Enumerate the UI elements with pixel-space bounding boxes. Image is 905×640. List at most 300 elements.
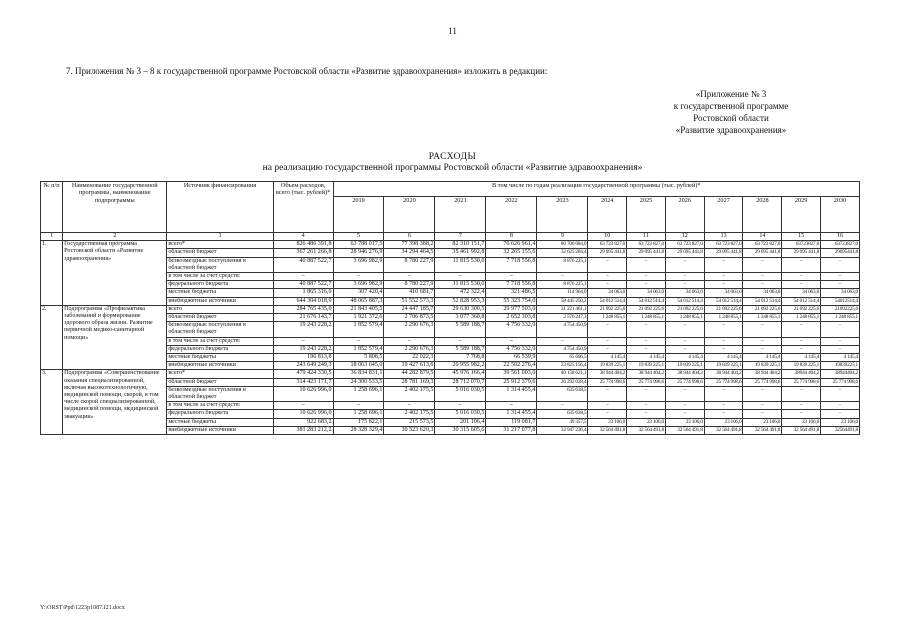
amount-cell: 19 839 225,1 [782, 362, 821, 370]
amount-cell: – [665, 322, 704, 337]
amount-cell: 4 145,4 [588, 354, 627, 362]
amount-cell: – [333, 273, 384, 281]
funding-source: всего* [167, 370, 273, 378]
amount-cell: 3 077 360,8 [435, 314, 486, 322]
amount-cell: 25 774 998,6 [782, 378, 821, 386]
amount-cell: 28 328 329,4 [333, 426, 384, 434]
amount-cell: 307 420,4 [333, 289, 384, 297]
year-header: 2021 [435, 197, 486, 233]
amount-cell: 4 145,4 [821, 354, 860, 362]
amount-cell: 24 300 533,5 [333, 378, 384, 386]
amount-cell: 49 357,5 [537, 418, 588, 426]
amount-cell: 21 092 225,6 [704, 305, 743, 313]
amount-cell: 4 756 332,9 [486, 345, 537, 353]
amount-cell: 34 063,0 [821, 289, 860, 297]
column-number: 5 [333, 233, 384, 241]
year-header: 2024 [588, 197, 627, 233]
amount-cell: – [588, 257, 627, 272]
amount-cell: 54 012 514,4 [743, 297, 782, 305]
amount-cell: 284 765 435,0 [273, 305, 333, 313]
amount-cell: 38 944 404,2 [665, 370, 704, 378]
amount-cell: – [704, 410, 743, 418]
amount-cell: – [627, 281, 666, 289]
header-row [41, 182, 860, 197]
volume-header: Объем расходов, всего (тыс. рублей)* [273, 182, 333, 233]
amount-cell: 201 106,4 [435, 418, 486, 426]
row-number: 2. [41, 305, 63, 370]
amount-cell: 48 065 887,3 [333, 297, 384, 305]
amount-cell: 1 921 372,6 [333, 314, 384, 322]
amount-cell: 39 561 003,0 [486, 370, 537, 378]
amount-cell: 23 106,0 [704, 418, 743, 426]
amount-cell: 4 145,4 [743, 354, 782, 362]
amount-cell: 19 839 225,1 [588, 362, 627, 370]
document-title [0, 152, 905, 174]
amount-cell: 5 589 188,7 [435, 345, 486, 353]
amount-cell: – [588, 273, 627, 281]
amount-cell: 29 095 441,8 [627, 249, 666, 257]
amount-cell: 23 106,0 [782, 418, 821, 426]
amount-cell: – [665, 402, 704, 410]
amount-cell: – [782, 273, 821, 281]
funding-source: внебюджетные источники [167, 426, 273, 434]
title-main: РАСХОДЫ [428, 152, 477, 162]
amount-cell: 2 290 676,3 [384, 322, 435, 337]
column-number: 13 [704, 233, 743, 241]
amount-cell: 196 813,8 [273, 354, 333, 362]
source-header: Источник финансирования [167, 182, 273, 233]
amount-cell: 1 248 855,1 [821, 314, 860, 322]
amount-cell: 8 780 227,9 [384, 281, 435, 289]
amount-cell: 25 774 998,6 [821, 378, 860, 386]
amount-cell: 30 315 605,6 [435, 426, 486, 434]
amount-cell: 7 718 556,8 [486, 281, 537, 289]
funding-source: безвозмездные поступления в областной бюджет [167, 386, 273, 401]
funding-source: внебюджетные источники [167, 362, 273, 370]
amount-cell: 175 822,1 [333, 418, 384, 426]
funding-source: внебюджетные источники [167, 297, 273, 305]
amount-cell: 77 398 388,2 [384, 241, 435, 249]
amount-cell: 1 258 696,1 [333, 410, 384, 418]
amount-cell: 44 282 879,5 [384, 370, 435, 378]
table-row [41, 370, 860, 378]
column-number: 16 [821, 233, 860, 241]
amount-cell: 34 063,0 [782, 289, 821, 297]
page-number: 11 [448, 26, 457, 36]
amount-cell: 826 486 391,8 [273, 241, 333, 249]
year-header: 2022 [486, 197, 537, 233]
amount-cell: – [627, 410, 666, 418]
amount-cell: 25 774 998,6 [665, 378, 704, 386]
amount-cell: 40 887 522,7 [273, 281, 333, 289]
amount-cell: 52 828 953,3 [435, 297, 486, 305]
amount-cell: – [665, 257, 704, 272]
amount-cell: – [743, 386, 782, 401]
amount-cell: – [821, 273, 860, 281]
amount-cell: – [665, 281, 704, 289]
amount-cell: – [627, 257, 666, 272]
amount-cell: 8 780 227,9 [384, 257, 435, 272]
column-number: 8 [486, 233, 537, 241]
num-header: № п/п [41, 182, 63, 233]
amount-cell: 1 248 855,1 [743, 314, 782, 322]
amount-cell: – [537, 273, 588, 281]
amount-cell: 19 243 228,2 [273, 345, 333, 353]
amount-cell: 38 944 404,2 [627, 370, 666, 378]
amount-cell: 21 092 225,6 [743, 305, 782, 313]
year-header: 2025 [627, 197, 666, 233]
amount-cell: – [588, 345, 627, 353]
amount-cell: 21092225,6 [821, 305, 860, 313]
amount-cell: 1 248 855,1 [782, 314, 821, 322]
amount-cell: 63 723 827,0 [627, 241, 666, 249]
amount-cell: – [782, 410, 821, 418]
amount-cell: – [704, 345, 743, 353]
column-number: 12 [665, 233, 704, 241]
amount-cell: – [704, 402, 743, 410]
amount-cell: – [743, 257, 782, 272]
amount-cell: 28 781 169,3 [384, 378, 435, 386]
amount-cell: 1 852 579,4 [333, 322, 384, 337]
amount-cell: – [665, 410, 704, 418]
amount-cell: 1 248 855,1 [588, 314, 627, 322]
amount-cell: 18 063 645,0 [333, 362, 384, 370]
amount-cell: 34 063,0 [704, 289, 743, 297]
amount-cell: – [821, 402, 860, 410]
amount-cell: 4 145,4 [627, 354, 666, 362]
amount-cell: 54012514,4 [821, 297, 860, 305]
amount-cell: 65 606,5 [537, 354, 588, 362]
column-number: 1 [41, 233, 63, 241]
year-header: 2027 [704, 197, 743, 233]
funding-source: местные бюджеты [167, 354, 273, 362]
amount-cell: 2 652 303,8 [486, 314, 537, 322]
amount-cell: 5 589 188,7 [435, 322, 486, 337]
year-header: 2023 [537, 197, 588, 233]
amount-cell: 4 145,4 [704, 354, 743, 362]
amount-cell: 32 564 491,8 [665, 426, 704, 434]
amount-cell: 63 723 827,0 [743, 241, 782, 249]
amount-cell: – [537, 402, 588, 410]
amount-cell: 31 221 461,1 [537, 305, 588, 313]
by-years-header: В том числе по годам реализации государственной программы (тыс. рублей)* [333, 182, 860, 197]
amount-cell: 215 573,5 [384, 418, 435, 426]
column-number: 6 [384, 233, 435, 241]
amount-cell: – [588, 410, 627, 418]
title-subtitle: на реализацию государственной программы Ростовской области «Развитие здравоохранения» [262, 163, 643, 173]
amount-cell: – [782, 386, 821, 401]
amount-cell: – [704, 322, 743, 337]
amount-cell: 54 012 514,4 [782, 297, 821, 305]
amount-cell: 29 095 441,8 [704, 249, 743, 257]
amount-cell: 4 145,4 [782, 354, 821, 362]
amount-cell: – [704, 281, 743, 289]
amount-cell: 54 012 514,4 [588, 297, 627, 305]
amount-cell: 23 106,0 [627, 418, 666, 426]
amount-cell: – [588, 402, 627, 410]
amount-cell: – [627, 273, 666, 281]
amount-cell: 479 424 330,5 [273, 370, 333, 378]
amount-cell: 38 944 404,2 [704, 370, 743, 378]
amount-cell: 321 486,5 [486, 289, 537, 297]
program-name: Подпрограмма «Совершенствование оказания специализированной, включая высокотехнологичную, медицинской помощи, скорой, в том числе скорой специализированной, медицинской помощи, медицинской эвакуации» [63, 370, 167, 435]
amount-cell: 23 106,0 [665, 418, 704, 426]
amount-cell: 29095441,8 [821, 249, 860, 257]
amount-cell: 2 290 676,3 [384, 345, 435, 353]
amount-cell: 58 445 250,2 [537, 297, 588, 305]
amount-cell: 82 310 151,7 [435, 241, 486, 249]
amount-cell: 40 887 522,7 [273, 257, 333, 272]
amount-cell: 32 265 155,6 [486, 249, 537, 257]
amount-cell: 19 243 228,2 [273, 322, 333, 337]
column-number: 15 [782, 233, 821, 241]
amount-cell: 45 976 166,4 [435, 370, 486, 378]
amount-cell: 1 248 855,1 [665, 314, 704, 322]
funding-source: в том числе за счет средств: [167, 402, 273, 410]
amount-cell: 3 696 982,9 [333, 257, 384, 272]
amount-cell: – [486, 402, 537, 410]
amount-cell: – [273, 273, 333, 281]
amount-cell: – [486, 273, 537, 281]
amount-cell: 32564491,8 [821, 426, 860, 434]
amount-cell: 25 774 998,6 [704, 378, 743, 386]
funding-source: в том числе за счет средств: [167, 273, 273, 281]
funding-source: безвозмездные поступления в областной бюджет [167, 257, 273, 272]
column-number: 4 [273, 233, 333, 241]
row-number: 3. [41, 370, 63, 435]
column-number: 11 [627, 233, 666, 241]
amount-cell: 22 022,3 [384, 354, 435, 362]
amount-cell: 38944404,2 [821, 370, 860, 378]
amount-cell: 1 248 855,1 [627, 314, 666, 322]
amount-cell: 23 106,0 [821, 418, 860, 426]
amount-cell: 29 977 503,0 [486, 305, 537, 313]
amount-cell: 66 539,9 [486, 354, 537, 362]
amount-cell: 1 865 316,0 [273, 289, 333, 297]
amount-cell: 410 681,7 [384, 289, 435, 297]
amount-cell: 1 314 455,4 [486, 386, 537, 401]
annex-line: к государственной программе [673, 101, 789, 111]
column-number: 7 [435, 233, 486, 241]
amount-cell: – [704, 386, 743, 401]
amount-cell: – [537, 337, 588, 345]
amount-cell: 25 912 379,6 [486, 378, 537, 386]
amount-cell: – [627, 386, 666, 401]
amount-cell: 25 774 998,6 [743, 378, 782, 386]
amount-cell: 32 564 491,8 [627, 426, 666, 434]
amount-cell: 22 502 276,4 [486, 362, 537, 370]
amount-cell: 63 723 827,0 [704, 241, 743, 249]
amount-cell: – [627, 402, 666, 410]
amount-cell: 30 523 620,3 [384, 426, 435, 434]
amount-cell: 2 402 175,5 [384, 410, 435, 418]
amount-cell: 4 756 332,9 [486, 322, 537, 337]
amount-cell: 11 815 530,0 [435, 281, 486, 289]
amount-cell: 1 852 579,4 [333, 345, 384, 353]
column-number: 14 [743, 233, 782, 241]
amount-cell: 54 012 514,4 [665, 297, 704, 305]
amount-cell: – [665, 337, 704, 345]
amount-cell: 21 092 225,6 [627, 305, 666, 313]
amount-cell: – [627, 322, 666, 337]
amount-cell: 635 638,5 [537, 410, 588, 418]
amount-cell: 367 261 266,8 [273, 249, 333, 257]
amount-cell: 8 876 225,1 [537, 257, 588, 272]
amount-cell: 63723827,0 [782, 241, 821, 249]
amount-cell: 21 092 225,6 [665, 305, 704, 313]
amount-cell: 34 063,0 [743, 289, 782, 297]
amount-cell: – [384, 402, 435, 410]
column-number: 10 [588, 233, 627, 241]
amount-cell: 1 248 855,1 [704, 314, 743, 322]
amount-cell: 34 063,0 [627, 289, 666, 297]
amount-cell: 4 754 450,9 [537, 322, 588, 337]
amount-cell: 23 825 156,4 [537, 362, 588, 370]
amount-cell: – [588, 322, 627, 337]
amount-cell: 21 092 225,6 [782, 305, 821, 313]
amount-cell: 2 576 247,3 [537, 314, 588, 322]
year-header: 2029 [782, 197, 821, 233]
amount-cell: 63 723 827,0 [588, 241, 627, 249]
amount-cell: 34 063,0 [588, 289, 627, 297]
amount-cell: 4 145,4 [665, 354, 704, 362]
amount-cell: – [743, 410, 782, 418]
intro-paragraph: 7. Приложения № 3 – 8 к государственной программе Ростовской области «Развитие здравоохранения» изложить в редакции: [66, 66, 548, 76]
amount-cell: – [704, 337, 743, 345]
amount-cell: 54 012 514,4 [704, 297, 743, 305]
amount-cell: 2 402 175,5 [384, 386, 435, 401]
amount-cell: 19 839 225,1 [704, 362, 743, 370]
amount-cell: 3 696 982,9 [333, 281, 384, 289]
amount-cell: – [704, 257, 743, 272]
amount-cell: 7 718 556,8 [486, 257, 537, 272]
amount-cell: 63723827,0 [821, 241, 860, 249]
amount-cell: 644 304 018,9 [273, 297, 333, 305]
amount-cell: – [743, 322, 782, 337]
amount-cell: 19839225,1 [821, 362, 860, 370]
funding-source: областной бюджет [167, 249, 273, 257]
amount-cell: 29 095 441,8 [743, 249, 782, 257]
amount-cell: 21 676 143,7 [273, 314, 333, 322]
amount-cell: 32 564 491,8 [743, 426, 782, 434]
funding-source: федерального бюджета [167, 345, 273, 353]
amount-cell: – [588, 281, 627, 289]
amount-cell: – [821, 281, 860, 289]
funding-source: местные бюджеты [167, 289, 273, 297]
amount-cell: – [384, 273, 435, 281]
amount-cell: 32 564 491,8 [588, 426, 627, 434]
amount-cell: – [435, 273, 486, 281]
amount-cell: 29 095 441,8 [588, 249, 627, 257]
amount-cell: – [743, 273, 782, 281]
amount-cell: – [273, 402, 333, 410]
amount-cell: 21 092 225,6 [588, 305, 627, 313]
program-name: Подпрограмма «Профилактика заболеваний и формирование здорового образа жизни. Развитие первичной медико-санитарной помощи» [63, 305, 167, 370]
amount-cell: 25 774 998,6 [627, 378, 666, 386]
annex-line: «Развитие здравоохранения» [675, 125, 787, 135]
amount-cell: 11 815 530,0 [435, 257, 486, 272]
amount-cell: – [665, 345, 704, 353]
amount-cell: 10 626 996,0 [273, 386, 333, 401]
amount-cell: 7 768,8 [435, 354, 486, 362]
amount-cell: – [743, 402, 782, 410]
amount-cell: – [743, 281, 782, 289]
amount-cell: – [782, 281, 821, 289]
amount-cell: 32 564 491,8 [704, 426, 743, 434]
amount-cell: – [782, 257, 821, 272]
amount-cell: 38 944 404,2 [743, 370, 782, 378]
amount-cell: – [435, 402, 486, 410]
year-header: 2019 [333, 197, 384, 233]
amount-cell: – [486, 337, 537, 345]
amount-cell: – [821, 345, 860, 353]
amount-cell: 10 626 996,0 [273, 410, 333, 418]
amount-cell: 1 314 455,4 [486, 410, 537, 418]
amount-cell: – [821, 322, 860, 337]
amount-cell: – [627, 345, 666, 353]
amount-cell: – [782, 337, 821, 345]
amount-cell: 381 283 212,2 [273, 426, 333, 434]
funding-source: областной бюджет [167, 378, 273, 386]
amount-cell: – [435, 337, 486, 345]
amount-cell: – [333, 337, 384, 345]
amount-cell: – [821, 337, 860, 345]
funding-source: федерального бюджета [167, 281, 273, 289]
amount-cell: 5 016 030,5 [435, 386, 486, 401]
amount-cell: 38944 404,2 [782, 370, 821, 378]
table-row [41, 305, 860, 313]
amount-cell: 1 258 696,1 [333, 386, 384, 401]
amount-cell: 19 427 613,6 [384, 362, 435, 370]
amount-cell: 29 630 300,5 [435, 305, 486, 313]
amount-cell: 25 774 998,6 [588, 378, 627, 386]
amount-cell: – [821, 410, 860, 418]
funding-source: федерального бюджета [167, 410, 273, 418]
name-header: Наименование государственной программы, наименование подпрограммы [63, 182, 167, 233]
program-name: Государственная программа Ростовской области «Развитие здравоохранения» [63, 241, 167, 306]
funding-source: областной бюджет [167, 314, 273, 322]
file-path: Y:\ORST\Ppd\1223p1087.f21.docx [40, 605, 125, 611]
amount-cell: – [273, 337, 333, 345]
column-number: 9 [537, 233, 588, 241]
amount-cell: 38 944 404,2 [588, 370, 627, 378]
amount-cell: 51 552 573,3 [384, 297, 435, 305]
amount-cell: – [588, 337, 627, 345]
annex-line: Ростовской области [693, 113, 769, 123]
amount-cell: 34 294 464,5 [384, 249, 435, 257]
amount-cell: 35 461 992,8 [435, 249, 486, 257]
amount-cell: 34 063,0 [665, 289, 704, 297]
amount-cell: 26 292 028,4 [537, 378, 588, 386]
amount-cell: 32 947 236,4 [537, 426, 588, 434]
funding-source: безвозмездные поступления в областной бюджет [167, 322, 273, 337]
amount-cell: 29 095 441,8 [782, 249, 821, 257]
amount-cell: 55 323 754,0 [486, 297, 537, 305]
amount-cell: – [821, 386, 860, 401]
year-header: 2030 [821, 197, 860, 233]
amount-cell: 19 839 225,1 [743, 362, 782, 370]
annex-line: «Приложение № 3 [695, 89, 767, 99]
funding-source: местные бюджеты [167, 418, 273, 426]
column-number: 3 [167, 233, 273, 241]
amount-cell: 54 012 514,4 [627, 297, 666, 305]
column-numbers-row [41, 233, 860, 241]
column-number: 2 [63, 233, 167, 241]
year-header: 2028 [743, 197, 782, 233]
amount-cell: 63 788 017,5 [333, 241, 384, 249]
amount-cell: 4 754 450,9 [537, 345, 588, 353]
amount-cell: 32 564 491,8 [782, 426, 821, 434]
